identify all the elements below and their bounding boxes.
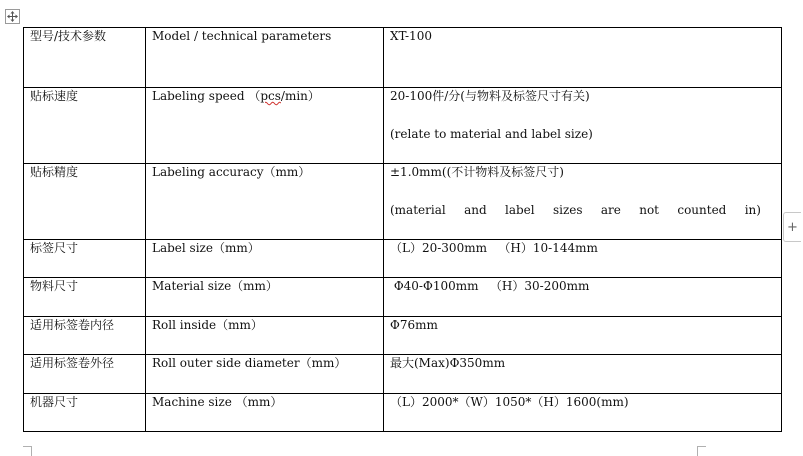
plus-icon: +: [787, 219, 798, 235]
table-row: [24, 240, 782, 278]
table-row: [24, 355, 782, 394]
param-cn[interactable]: 物料尺寸: [24, 278, 146, 317]
param-value[interactable]: 最大(Max)Φ350mm: [384, 355, 782, 394]
table-row: [24, 317, 782, 355]
param-value[interactable]: （L）2000*（W）1050*（H）1600(mm): [384, 394, 782, 432]
spec-table: [23, 27, 782, 432]
param-value[interactable]: （L）20-300mm （H）10-144mm: [384, 240, 782, 278]
param-cn[interactable]: 贴标速度: [24, 88, 146, 164]
table-row: [24, 164, 782, 240]
value-line: ±1.0mm((不计物料及标签尺寸): [390, 165, 564, 179]
param-cn[interactable]: 适用标签卷内径: [24, 317, 146, 355]
param-en[interactable]: Material size（mm）: [146, 278, 384, 317]
table-row: [24, 88, 782, 164]
param-cn[interactable]: 贴标精度: [24, 164, 146, 240]
table-row: [24, 278, 782, 317]
table-move-handle[interactable]: [5, 9, 20, 24]
param-en[interactable]: Labeling accuracy（mm）: [146, 164, 384, 240]
param-en[interactable]: Roll outer side diameter（mm）: [146, 355, 384, 394]
param-en[interactable]: [146, 88, 384, 164]
param-value[interactable]: Φ40-Φ100mm （H）30-200mm: [384, 278, 782, 317]
param-cn[interactable]: 型号/技术参数: [24, 28, 146, 88]
param-en-text: Labeling speed （: [152, 89, 261, 103]
table-row: [24, 394, 782, 432]
param-en[interactable]: Label size（mm）: [146, 240, 384, 278]
param-cn[interactable]: 适用标签卷外径: [24, 355, 146, 394]
param-cn[interactable]: 机器尺寸: [24, 394, 146, 432]
param-en[interactable]: Machine size （mm）: [146, 394, 384, 432]
param-value[interactable]: Φ76mm: [384, 317, 782, 355]
param-en[interactable]: Model / technical parameters: [146, 28, 384, 88]
param-en[interactable]: Roll inside（mm）: [146, 317, 384, 355]
param-en-text: /min）: [280, 89, 320, 103]
param-value[interactable]: [384, 164, 782, 240]
value-line: (material and label sizes are not counted in): [390, 203, 761, 217]
add-row-button[interactable]: [783, 212, 801, 242]
spellcheck-flagged-word: pcs: [260, 89, 281, 103]
move-arrows-icon: [7, 11, 18, 22]
value-line: (relate to material and label size): [390, 127, 593, 141]
table-row: [24, 28, 782, 88]
value-line: 20-100件/分(与物料及标签尺寸有关): [390, 89, 590, 103]
param-value[interactable]: XT-100: [384, 28, 782, 88]
param-cn[interactable]: 标签尺寸: [24, 240, 146, 278]
param-value[interactable]: [384, 88, 782, 164]
